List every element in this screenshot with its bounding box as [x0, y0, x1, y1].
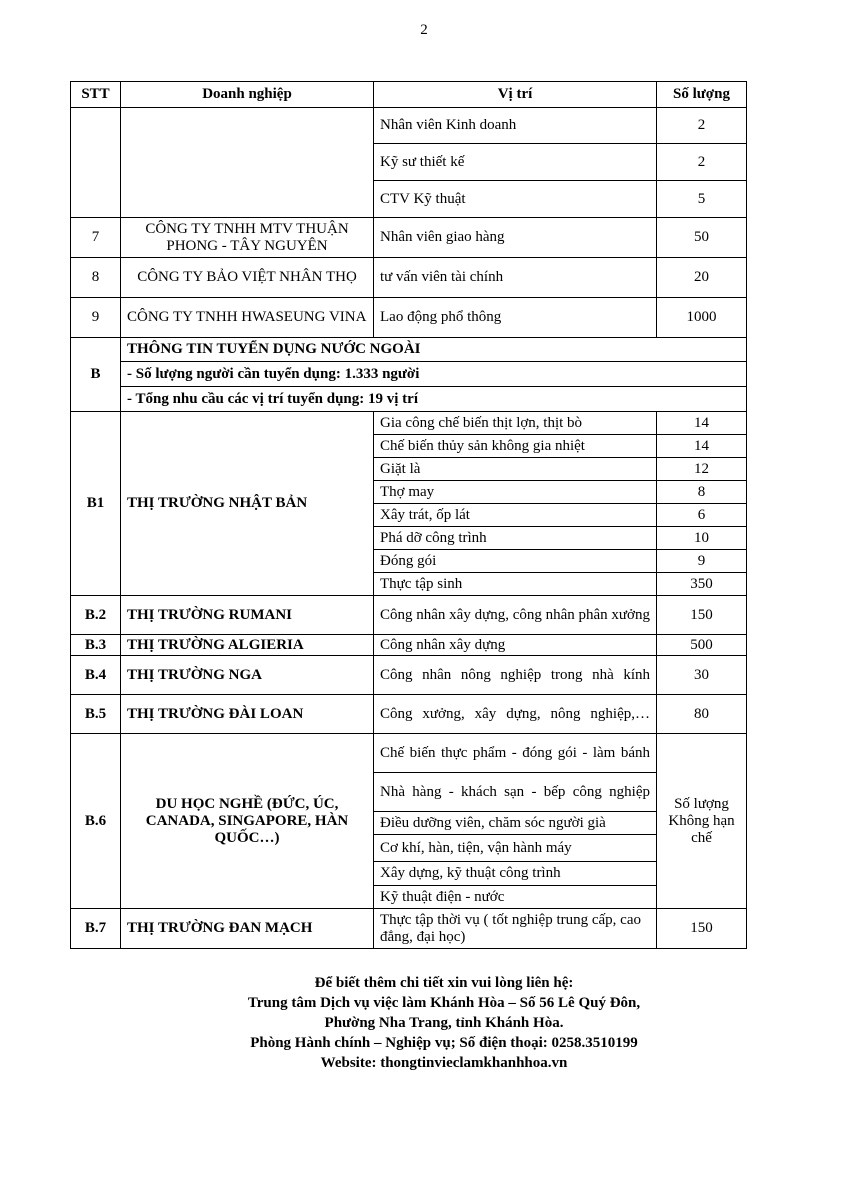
stt-cell-empty [71, 108, 121, 218]
stt-cell: 7 [71, 218, 121, 258]
position-cell: Thực tập thời vụ ( tốt nghiệp trung cấp, cao đẳng, đại học) [374, 909, 657, 949]
position-cell: Công nhân xây dựng, công nhân phân xưởng [374, 596, 657, 635]
footer-line-4: Phòng Hành chính – Nghiệp vụ; Số điện thoại: 0258.3510199 [250, 1035, 638, 1051]
position-cell: Nhân viên giao hàng [374, 218, 657, 258]
quantity-cell: 80 [657, 695, 747, 734]
company-cell: CÔNG TY TNHH HWASEUNG VINA [121, 298, 374, 338]
quantity-cell: 2 [657, 108, 747, 144]
position-cell: Kỹ thuật điện - nước [374, 886, 657, 909]
section-b-title-row [71, 338, 747, 362]
quantity-cell: 2 [657, 144, 747, 181]
company-cell: CÔNG TY BẢO VIỆT NHÂN THỌ [121, 258, 374, 298]
quantity-cell: 12 [657, 458, 747, 481]
position-cell: Lao động phổ thông [374, 298, 657, 338]
page-number: 2 [420, 22, 428, 38]
table-row [71, 909, 747, 949]
table-row [71, 108, 747, 144]
quantity-cell: 500 [657, 635, 747, 656]
header-quantity: Số lượng [657, 82, 747, 108]
footer-line-1: Để biết thêm chi tiết xin vui lòng liên hệ: [314, 975, 574, 991]
recruitment-table [70, 81, 747, 949]
table-row [71, 298, 747, 338]
position-cell: Kỹ sư thiết kế [374, 144, 657, 181]
position-cell: Đóng gói [374, 550, 657, 573]
market-name: THỊ TRƯỜNG NHẬT BẢN [121, 412, 374, 596]
quantity-cell: 14 [657, 435, 747, 458]
market-name: THỊ TRƯỜNG NGA [121, 656, 374, 695]
position-cell: Phá dỡ công trình [374, 527, 657, 550]
quantity-cell: 150 [657, 596, 747, 635]
quantity-cell: 50 [657, 218, 747, 258]
stt-cell: 8 [71, 258, 121, 298]
quantity-cell: 14 [657, 412, 747, 435]
position-cell: Điều dưỡng viên, chăm sóc người già [374, 812, 657, 835]
position-cell: Cơ khí, hàn, tiện, vận hành máy [374, 835, 657, 862]
header-stt: STT [71, 82, 121, 108]
position-cell: Nhân viên Kinh doanh [374, 108, 657, 144]
table-row [71, 596, 747, 635]
position-cell: Giặt là [374, 458, 657, 481]
quantity-cell: 1000 [657, 298, 747, 338]
header-position: Vị trí [374, 82, 657, 108]
quantity-cell: 20 [657, 258, 747, 298]
position-cell: Xây dựng, kỹ thuật công trình [374, 862, 657, 886]
table-row [71, 656, 747, 695]
position-cell: Gia công chế biến thịt lợn, thịt bò [374, 412, 657, 435]
market-code: B.7 [71, 909, 121, 949]
market-name: DU HỌC NGHỀ (ĐỨC, ÚC, CANADA, SINGAPORE, HÀN QUỐC…) [121, 734, 374, 909]
stt-cell: 9 [71, 298, 121, 338]
position-cell: Xây trát, ốp lát [374, 504, 657, 527]
position-cell: Công nhân nông nghiệp trong nhà kính [374, 656, 657, 695]
section-b-line-row [71, 362, 747, 387]
market-code: B.6 [71, 734, 121, 909]
quantity-cell: 30 [657, 656, 747, 695]
quantity-cell: 10 [657, 527, 747, 550]
table-row [71, 695, 747, 734]
section-b-line2: - Tổng nhu cầu các vị trí tuyển dụng: 19 vị trí [121, 387, 747, 412]
table-row [71, 218, 747, 258]
market-code: B.5 [71, 695, 121, 734]
table-header-row [71, 82, 747, 108]
table-row [71, 412, 747, 435]
section-b-code: B [71, 338, 121, 412]
position-cell: Thực tập sinh [374, 573, 657, 596]
section-b-line1: - Số lượng người cần tuyển dụng: 1.333 người [121, 362, 747, 387]
market-name: THỊ TRƯỜNG RUMANI [121, 596, 374, 635]
market-name: THỊ TRƯỜNG ĐÀI LOAN [121, 695, 374, 734]
quantity-cell: 8 [657, 481, 747, 504]
table-row [71, 734, 747, 773]
quantity-cell: 9 [657, 550, 747, 573]
market-code: B.2 [71, 596, 121, 635]
market-code: B.4 [71, 656, 121, 695]
quantity-cell: 350 [657, 573, 747, 596]
position-cell: Chế biến thực phẩm - đóng gói - làm bánh [374, 734, 657, 773]
quantity-cell: Số lượng Không hạn chế [657, 734, 747, 909]
position-cell: Công xưởng, xây dựng, nông nghiệp,… [374, 695, 657, 734]
position-cell: tư vấn viên tài chính [374, 258, 657, 298]
quantity-cell: 5 [657, 181, 747, 218]
market-code: B.3 [71, 635, 121, 656]
market-name: THỊ TRƯỜNG ALGIERIA [121, 635, 374, 656]
footer-website: Website: thongtinvieclamkhanhhoa.vn [320, 1055, 568, 1071]
header-company: Doanh nghiệp [121, 82, 374, 108]
footer-line-2: Trung tâm Dịch vụ việc làm Khánh Hòa – Số 56 Lê Quý Đôn, [247, 995, 641, 1011]
section-b-line-row [71, 387, 747, 412]
position-cell: CTV Kỹ thuật [374, 181, 657, 218]
quantity-cell: 150 [657, 909, 747, 949]
position-cell: Chế biến thủy sản không gia nhiệt [374, 435, 657, 458]
contact-footer [0, 973, 848, 1073]
table-row [71, 635, 747, 656]
market-name: THỊ TRƯỜNG ĐAN MẠCH [121, 909, 374, 949]
quantity-cell: 6 [657, 504, 747, 527]
company-cell-empty [121, 108, 374, 218]
position-cell: Nhà hàng - khách sạn - bếp công nghiệp [374, 773, 657, 812]
section-b-title: THÔNG TIN TUYỂN DỤNG NƯỚC NGOÀI [121, 338, 747, 362]
market-code: B1 [71, 412, 121, 596]
position-cell: Thợ may [374, 481, 657, 504]
company-cell: CÔNG TY TNHH MTV THUẬN PHONG - TÂY NGUYÊN [121, 218, 374, 258]
position-cell: Công nhân xây dựng [374, 635, 657, 656]
table-row [71, 258, 747, 298]
footer-line-3: Phường Nha Trang, tỉnh Khánh Hòa. [324, 1015, 564, 1031]
